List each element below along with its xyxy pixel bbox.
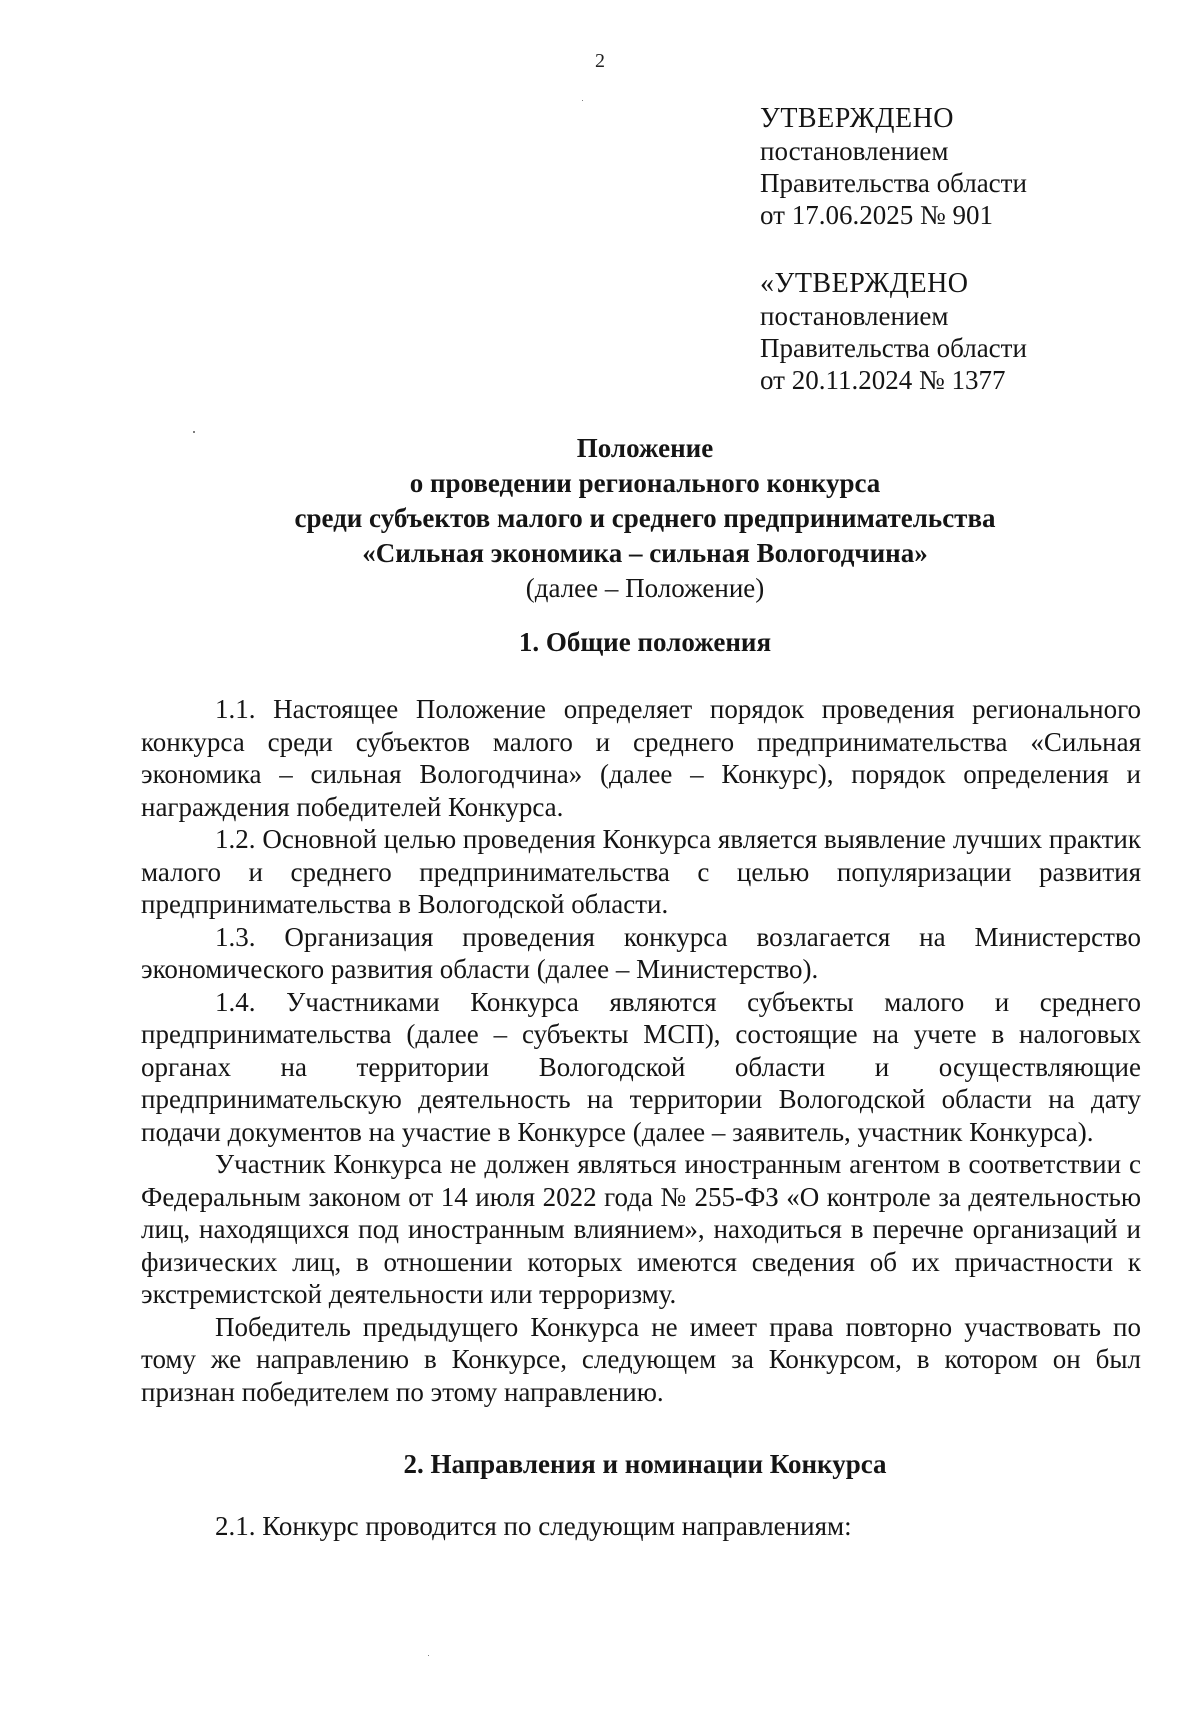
paragraph: 1.1. Настоящее Положение определяет порядок проведения регионального конкурса среди субъектов малого и среднего предпринимательства «Сильная экономика – сильная Вологодчина» (далее – Конкурс), порядок определения и награждения победителей Конкурса. — [141, 694, 1141, 822]
paragraph: 2.1. Конкурс проводится по следующим направлениям: — [215, 1511, 852, 1541]
section-body-directions — [141, 1510, 1141, 1543]
document-title: Положение — [576, 433, 714, 463]
approval-line: Правительства области — [760, 333, 1027, 363]
document-subtitle-line: о проведении регионального конкурса — [409, 468, 881, 498]
approval-date-number: от 20.11.2024 № 1377 — [760, 365, 1006, 395]
paragraph: 1.4. Участниками Конкурса являются субъекты малого и среднего предпринимательства (далее – субъекты МСП), состоящие на учете в налоговых органах на территории Вологодской области и осуществляющие предпринимательскую деятельность на территории Вологодской области на дату подачи документов на участие в Конкурсе (далее – заявитель, участник Конкурса). — [141, 986, 1141, 1147]
section-body-general — [141, 693, 1141, 1408]
document-subtitle-line: среди субъектов малого и среднего предпринимательства — [294, 503, 996, 533]
approval-line: Правительства области — [760, 168, 1027, 198]
section-title-directions: 2. Направления и номинации Конкурса — [403, 1449, 887, 1479]
approval-date-number: от 17.06.2025 № 901 — [760, 200, 993, 230]
approval-line: постановлением — [760, 136, 949, 166]
approval-title: УТВЕРЖДЕНО — [760, 103, 955, 134]
page-number: 2 — [595, 50, 605, 72]
section-title-general: 1. Общие положения — [518, 627, 772, 657]
scan-speck — [193, 431, 195, 433]
paragraph: 1.2. Основной целью проведения Конкурса является выявление лучших практик малого и среднего предпринимательства с целью популяризации развития предпринимательства в Вологодской области. — [141, 824, 1141, 919]
scan-speck — [582, 100, 583, 101]
document-heading — [0, 431, 1200, 606]
approval-stamp-current — [760, 103, 1180, 231]
approval-title: «УТВЕРЖДЕНО — [760, 268, 969, 299]
paragraph: 1.3. Организация проведения конкурса возлагается на Министерство экономического развития области (далее – Министерство). — [141, 921, 1141, 984]
scan-speck — [428, 1655, 429, 1656]
document-subtitle-line: «Сильная экономика – сильная Вологодчина» — [362, 538, 928, 568]
paragraph: Участник Конкурса не должен являться иностранным агентом в соответствии с Федеральным законом от 14 июля 2022 года № 255-ФЗ «О контроле за деятельностью лиц, находящихся под иностранным влиянием», находиться в перечне организаций и физических лиц, в отношении которых имеются сведения об их причастности к экстремистской деятельности или терроризму. — [141, 1149, 1141, 1309]
document-short-name: (далее – Положение) — [525, 573, 765, 603]
approval-line: постановлением — [760, 301, 949, 331]
paragraph: Победитель предыдущего Конкурса не имеет права повторно участвовать по тому же направлению в Конкурсе, следующем за Конкурсом, в котором он был признан победителем по этому направлению. — [141, 1311, 1141, 1407]
approval-stamp-original — [760, 268, 1180, 396]
